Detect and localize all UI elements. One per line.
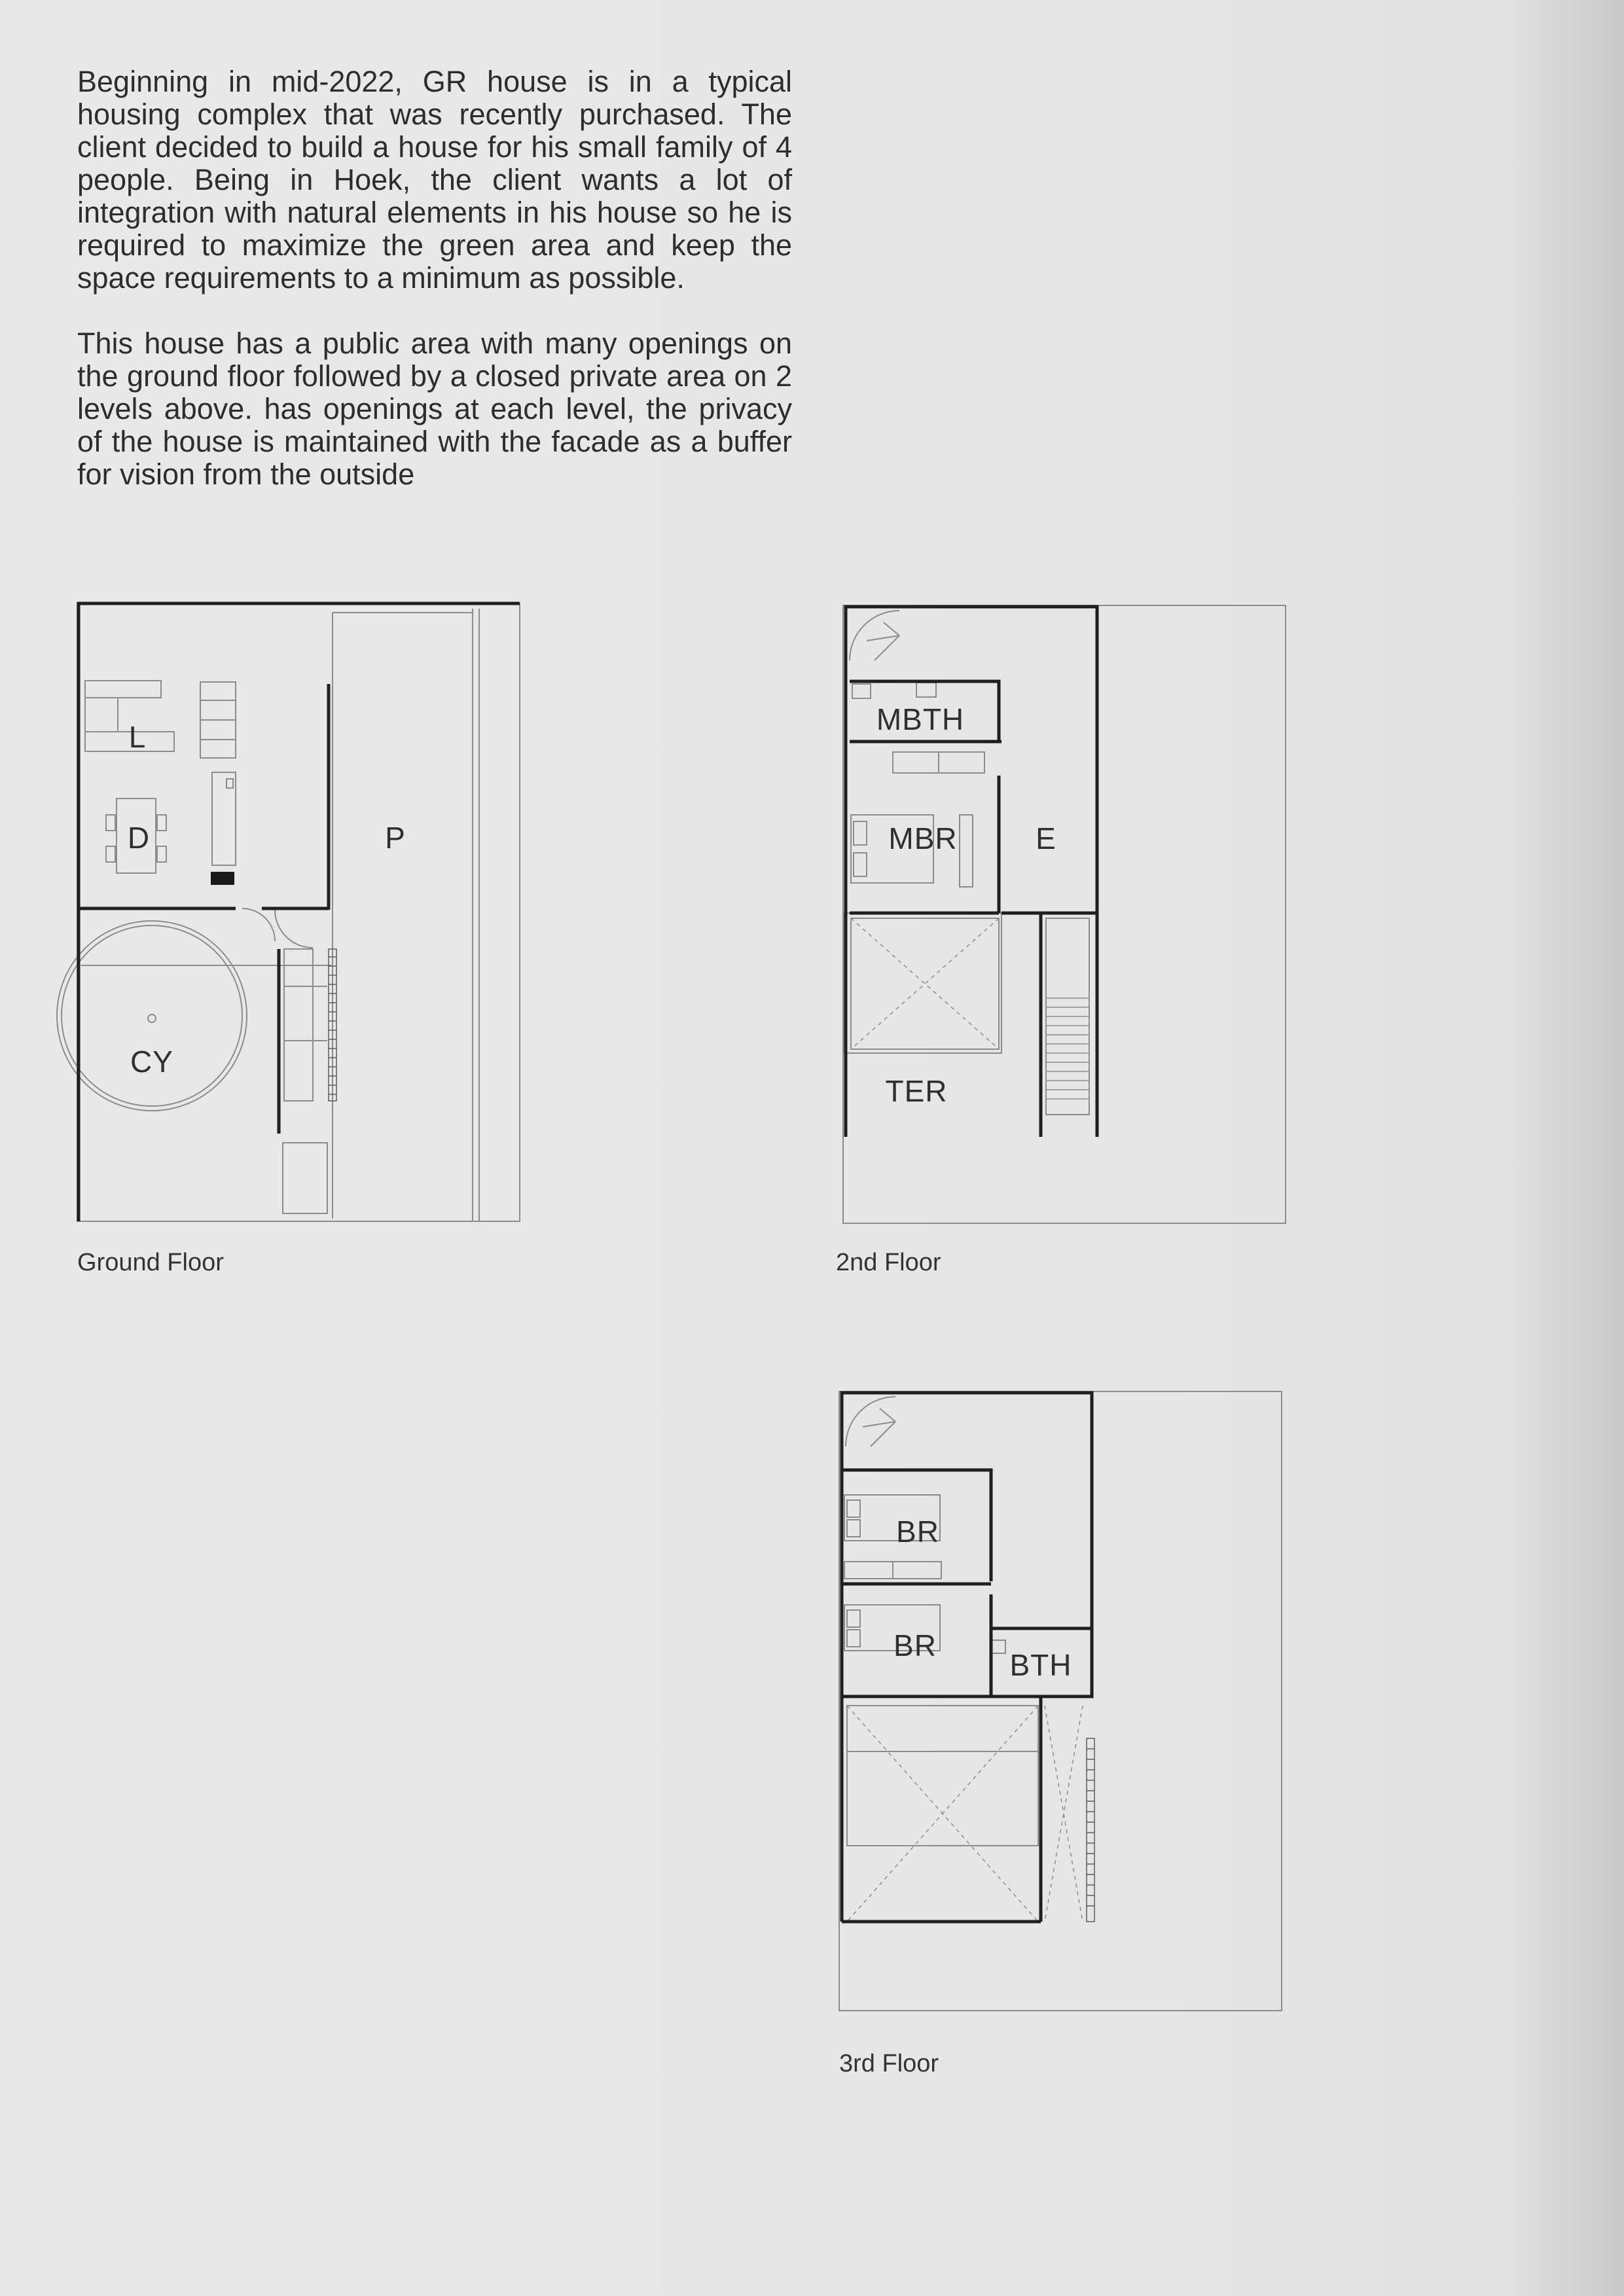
room-label-living: L [128, 720, 147, 754]
spiral-stair-third [846, 1397, 895, 1446]
ground-site-outline [77, 603, 520, 1221]
room-label-master-bath: MBTH [876, 702, 965, 736]
ground-outer-wall [79, 603, 520, 1221]
caption-ground-floor: Ground Floor [77, 1249, 224, 1276]
room-label-dining: D [127, 821, 151, 855]
third-site-outline [839, 1391, 1282, 2011]
intro-paragraph-2: This house has a public area with many openings on the ground floor followed by a closed private area on 2 levels above. has openings at each level, the privacy of the house is maintained with the facade as a buffer for vision from the outside [77, 327, 792, 491]
ground-floor-plan [72, 596, 530, 1230]
room-label-e: E [1036, 821, 1056, 855]
caption-second-floor: 2nd Floor [836, 1249, 941, 1276]
spiral-stair [850, 611, 899, 660]
caption-third-floor: 3rd Floor [839, 2050, 939, 2077]
room-label-terrace: TER [885, 1074, 948, 1108]
kitchen-appliance [211, 872, 234, 885]
ground-floor-drawing [72, 596, 530, 1230]
room-label-bathroom: BTH [1009, 1648, 1072, 1682]
room-label-courtyard: CY [130, 1045, 173, 1079]
room-label-bedroom-1: BR [896, 1515, 939, 1549]
intro-paragraph-1: Beginning in mid-2022, GR house is in a typical housing complex that was recently purchased. The client decided to build a house for his small family of 4 people. Being in Hoek, the client wants a lot of integration with natural elements in his house so he is required to maximize the green area and keep the space requirements to a minimum as possible. [77, 65, 792, 295]
second-floor-plan [838, 599, 1296, 1227]
intro-text [77, 65, 792, 524]
second-outer-wall [846, 607, 1097, 1137]
third-floor-drawing [834, 1385, 1292, 2020]
second-floor-drawing [838, 599, 1296, 1227]
room-label-bedroom-2: BR [893, 1628, 937, 1662]
third-floor-plan [834, 1385, 1292, 2020]
room-label-master-bedroom: MBR [888, 821, 958, 855]
room-label-parking: P [385, 821, 406, 855]
courtyard-tree-canopy [57, 921, 247, 1111]
courtyard-tree-trunk [148, 1014, 156, 1022]
